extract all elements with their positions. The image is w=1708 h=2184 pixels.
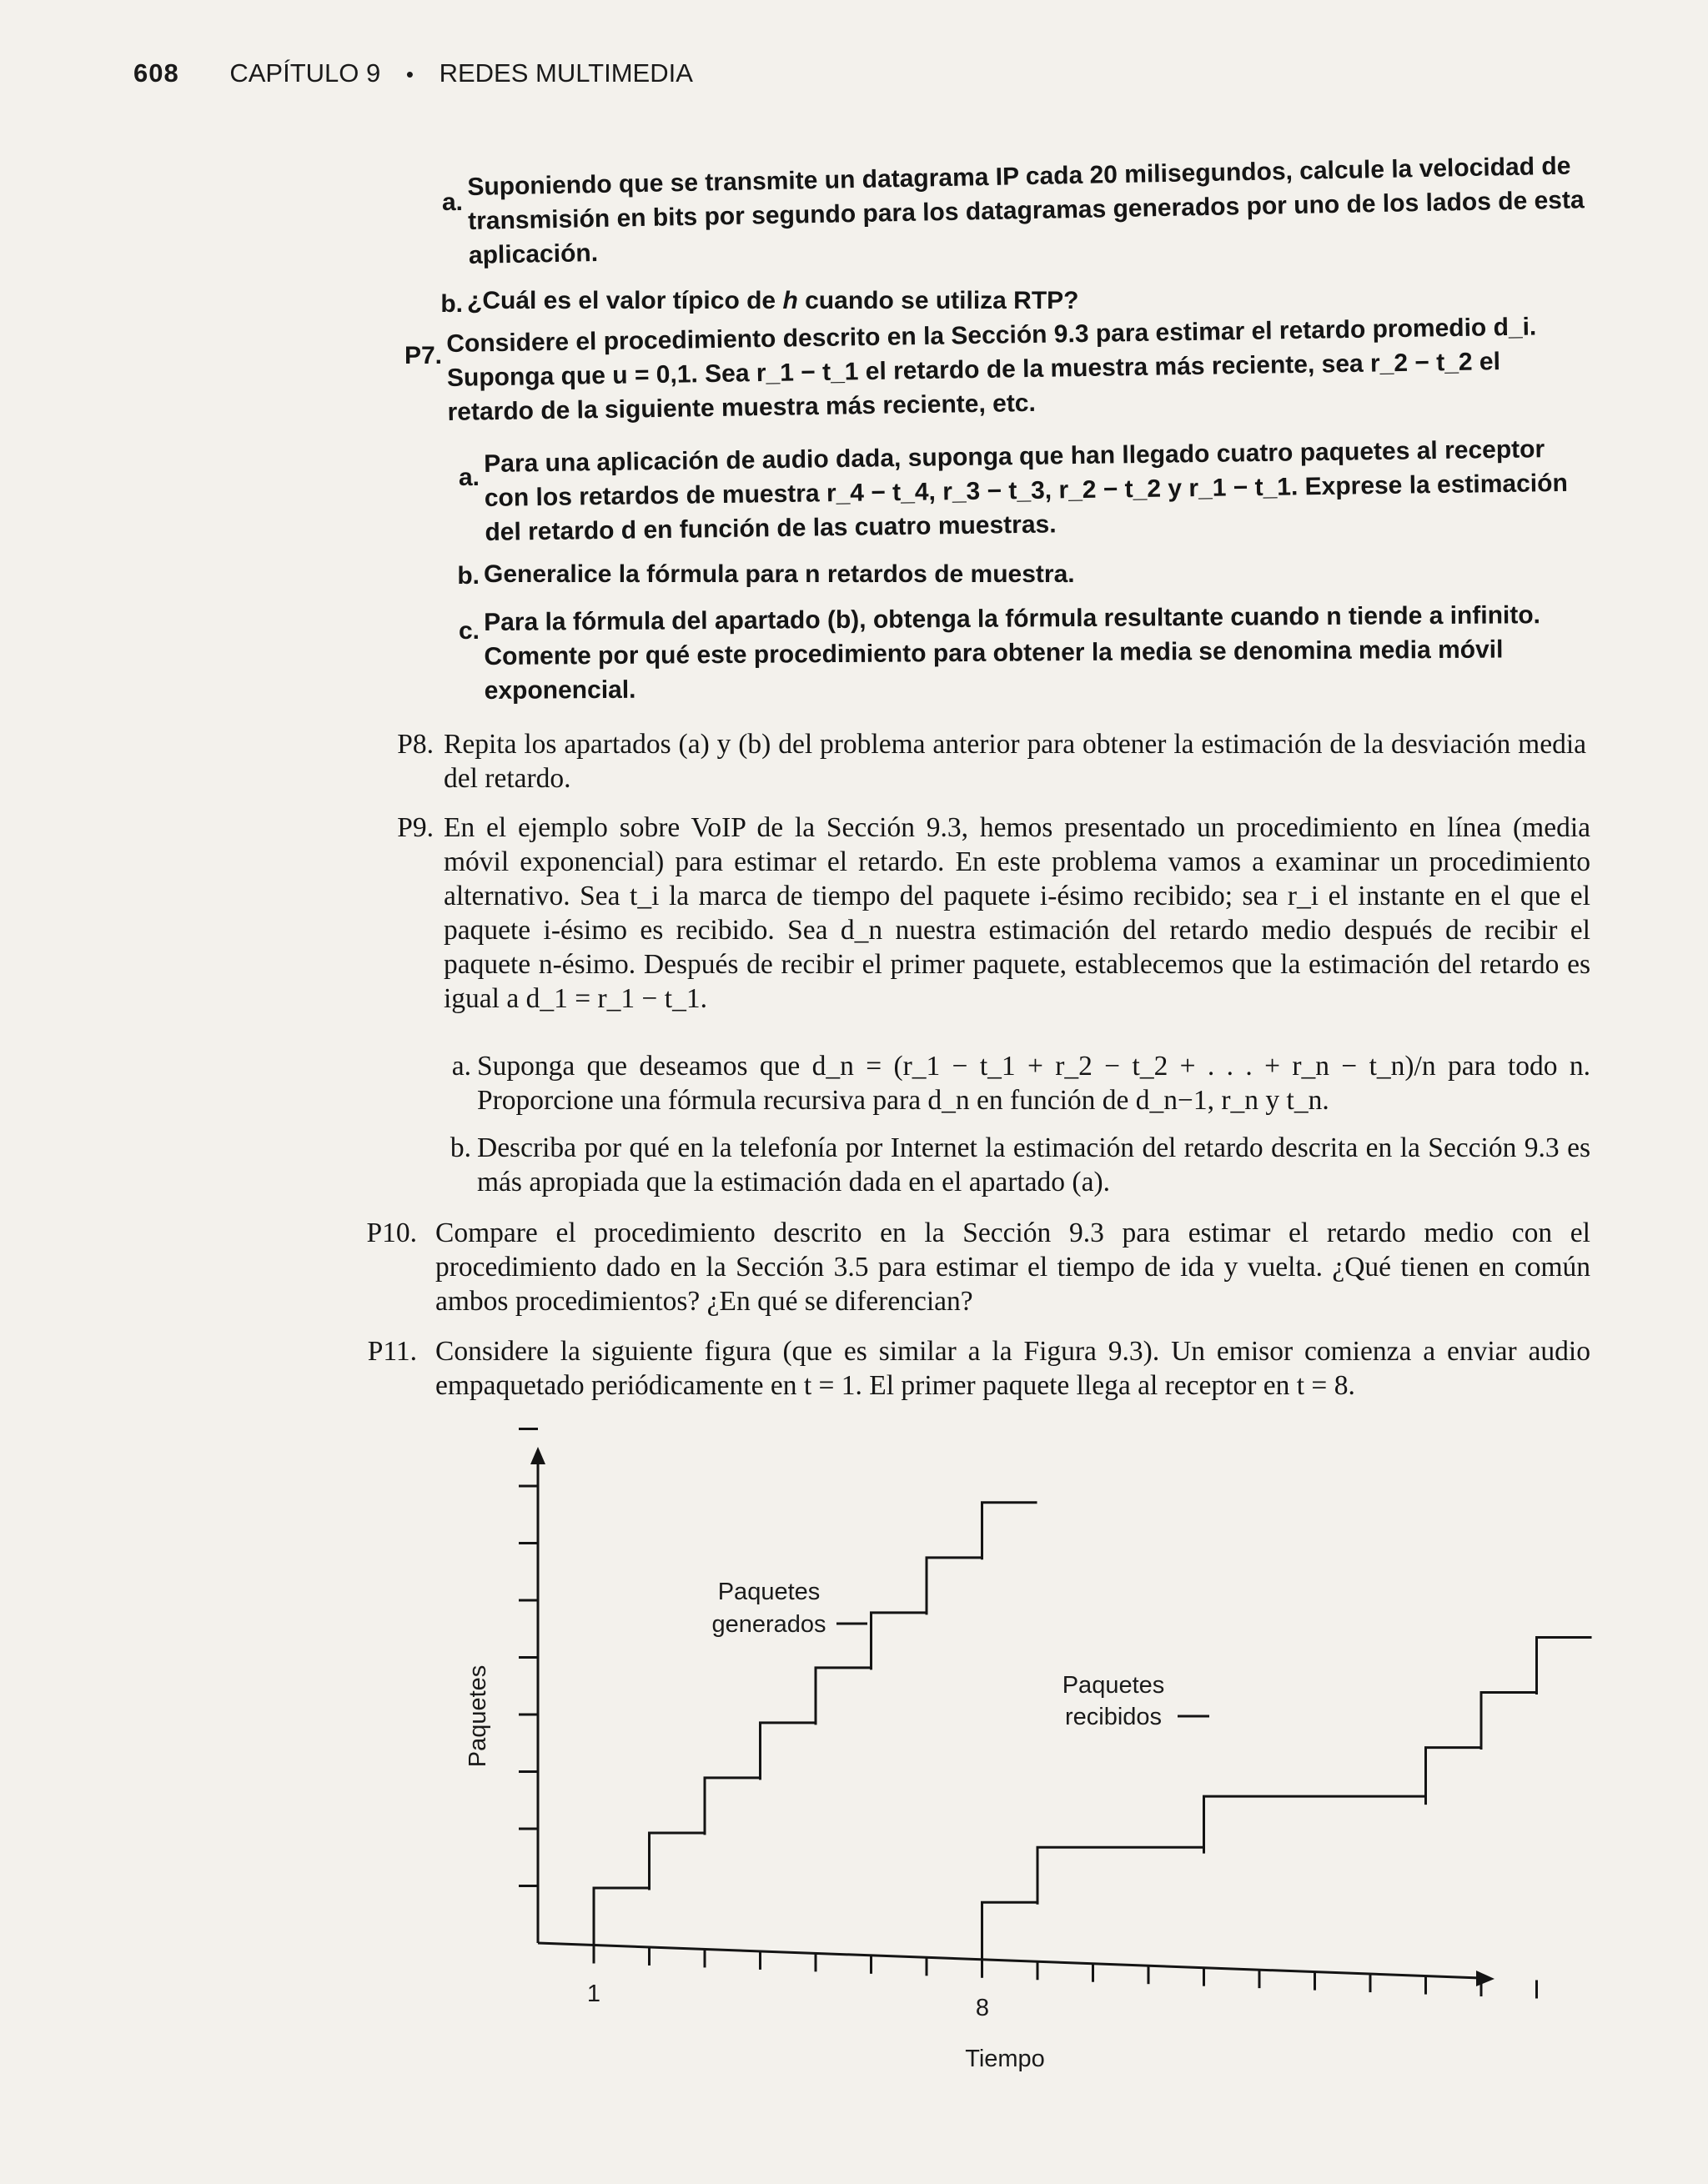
p9-label: P9.: [397, 812, 434, 843]
p8-label: P8.: [397, 729, 434, 760]
p9-b-label: b.: [450, 1132, 471, 1163]
x-axis: [538, 1943, 1480, 1978]
x-tick-label-1: 1: [586, 1981, 601, 2007]
x-axis-arrow: [1476, 1971, 1494, 1986]
p9-a-text: Suponga que deseamos que d_n = (r_1 − t_1 + r_2 − t_2 + . . . + r_n − t_n)/n para todo n. Proporcione una fórmula recursiva para d_n en función de d_n−1, r_n y t_n.: [477, 1051, 1590, 1116]
x-axis-label: Tiempo: [965, 2046, 1045, 2072]
p6-b-label: b.: [440, 290, 463, 318]
series-layer: [594, 1503, 1592, 1960]
x-ticks: [594, 1945, 1537, 1998]
p11-text: Considere la siguiente figura (que es similar a la Figura 9.3). Un emisor comienza a enviar audio empaquetado periódicamente en t = 1. El primer paquete llega al receptor en t = 8.: [435, 1336, 1590, 1401]
y-ticks: [519, 1429, 538, 1886]
p6-a-label: a.: [441, 188, 463, 216]
generated-label-line1: Paquetes: [717, 1579, 821, 1605]
received-label-line1: Paquetes: [1062, 1672, 1165, 1699]
y-axis-arrow: [530, 1447, 545, 1464]
generated-packets-line: [594, 1503, 1037, 1946]
p10-text: Compare el procedimiento descrito en la Sección 9.3 para estimar el retardo medio con el procedimiento dado en la Sección 3.5 para estimar el tiempo de ida y vuelta. ¿Qué tienen en común ambos procedimientos? ¿En qué se diferencian?: [435, 1218, 1590, 1317]
generated-label-line2: generados: [711, 1611, 826, 1638]
p6-a-text: Suponiendo que se transmite un datagrama IP cada 20 milisegundos, calcule la velocidad de transmisión en bits por segundo para los datagramas generados por uno de los lados de esta aplicación.: [467, 152, 1585, 269]
p6-b-text: ¿Cuál es el valor típico de h cuando se utiliza RTP?: [467, 287, 1079, 314]
chapter-label: CAPÍTULO 9: [229, 58, 381, 88]
received-label-line2: recibidos: [1064, 1704, 1163, 1730]
p7-b-label: b.: [457, 562, 480, 590]
x-tick-label-8: 8: [975, 1995, 990, 2021]
p9-a-label: a.: [451, 1051, 471, 1082]
p7-c-label: c.: [458, 617, 480, 645]
p10-label: P10.: [366, 1218, 417, 1248]
p7-intro: Considere el procedimiento descrito en la Sección 9.3 para estimar el retardo promedio d_i. Suponga que u = 0,1. Sea r_1 − t_1 el retardo de la muestra más reciente, sea r_2 − t_2 el retardo de la siguiente muestra más reciente, etc.: [446, 313, 1537, 426]
y-axis-label: Paquetes: [465, 1664, 491, 1768]
p7-label: P7.: [404, 342, 442, 369]
p9-b-text: Describa por qué en la telefonía por Internet la estimación del retardo descrita en la Sección 9.3 es más apropiada que la estimación dada en el apartado (a).: [477, 1132, 1590, 1197]
chapter-title: REDES MULTIMEDIA: [439, 58, 693, 88]
p7-b-text: Generalice la fórmula para n retardos de muestra.: [484, 560, 1075, 588]
page-number: 608: [133, 58, 179, 88]
p7-c-text: Para la fórmula del apartado (b), obtenga la fórmula resultante cuando n tiende a infinito. Comente por qué este procedimiento para obtener la media se denomina media móvil exponencial.: [484, 601, 1541, 705]
p8-text: Repita los apartados (a) y (b) del problema anterior para obtener la estimación de la desviación media del retardo.: [444, 729, 1586, 794]
p11-label: P11.: [367, 1336, 417, 1367]
p7-a-text: Para una aplicación de audio dada, suponga que han llegado cuatro paquetes al receptor con los retardos de muestra r_4 − t_4, r_3 − t_3, r_2 − t_2 y r_1 − t_1. Exprese la estimación del retardo d en función de las cuatro muestras.: [484, 435, 1568, 546]
header-separator: •: [405, 62, 414, 87]
p7-a-label: a.: [458, 464, 480, 491]
p9-text: En el ejemplo sobre VoIP de la Sección 9.3, hemos presentado un procedimiento en línea (media móvil exponencial) para estimar el retardo. En este problema vamos a examinar un procedimiento alternativo. Sea t_i la marca de tiempo del paquete i-ésimo recibido; sea r_i el instante en el que el paquete i-ésimo es recibido. Sea d_n nuestra estimación del retardo medio después de recibir el paquete n-ésimo. Después de recibir el primer paquete, establecemos que la estimación del retardo es igual a d_1 = r_1 − t_1.: [444, 812, 1590, 1014]
